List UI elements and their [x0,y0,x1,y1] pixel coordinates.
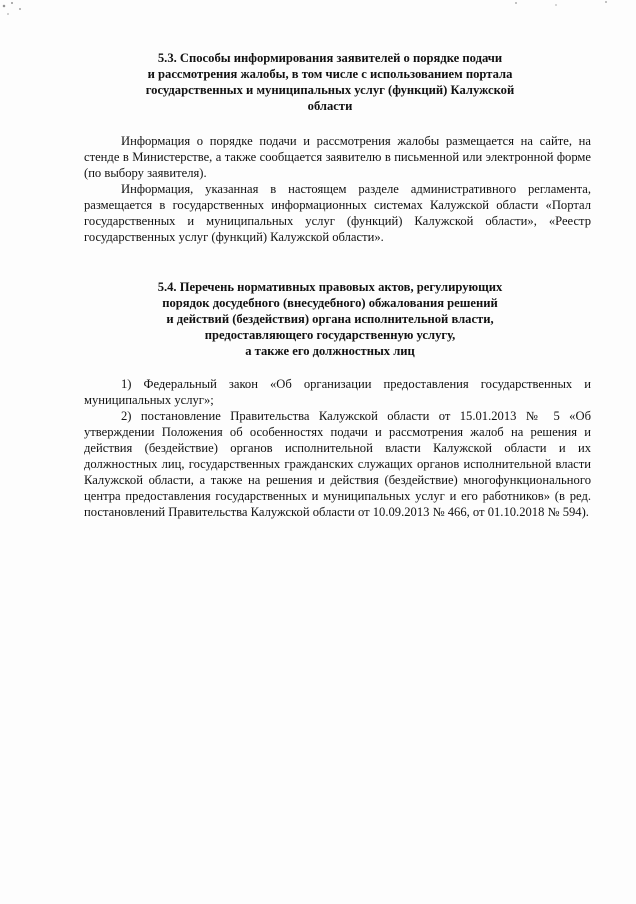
section-5-3-body [84,133,591,245]
section-5-4-body [84,376,591,520]
scan-artifact [496,0,636,10]
section-5-3-heading [60,50,600,114]
list-item: 2) постановление Правительства Калужской области от 15.01.2013 № 5 «Об утверждении Положения об особенностях подачи и рассмотрения жалоб на решения и действия (бездействие) органов исполнительной власти Калужской области и их должностных лиц, государственных гражданских служащих органов исполнительной власти Калужской области, а также на решения и действия (бездействие) многофункционального центра предоставления государственных и муниципальных услуг и его работников» (в ред. постановлений Правительства Калужской области от 10.09.2013 № 466, от 01.10.2018 № 594). [84,409,591,519]
heading-line: 5.3. Способы информирования заявителей о порядке подачи [157,51,503,65]
paragraph: Информация о порядке подачи и рассмотрения жалобы размещается на сайте, на стенде в Министерстве, а также сообщается заявителю в письменной или электронной форме (по выбору заявителя). [84,134,591,180]
heading-line: государственных и муниципальных услуг (функций) Калужской [145,83,515,97]
paragraph: Информация, указанная в настоящем разделе административного регламента, размещается в государственных информационных системах Калужской области «Портал государственных и муниципальных услуг (функций) Калужской области», «Реестр государственных услуг (функций) Калужской области». [84,182,591,244]
heading-line: порядок досудебного (внесудебного) обжалования решений [162,296,498,310]
heading-line: и действий (бездействия) органа исполнительной власти, [166,312,494,326]
heading-line: области [307,99,353,113]
heading-line: и рассмотрения жалобы, в том числе с использованием портала [147,67,513,81]
heading-line: 5.4. Перечень нормативных правовых актов, регулирующих [157,280,503,294]
scan-artifact [0,0,40,22]
heading-line: а также его должностных лиц [245,344,415,358]
list-item: 1) Федеральный закон «Об организации предоставления государственных и муниципальных услуг»; [84,377,591,407]
section-5-4-heading [60,279,600,359]
heading-line: предоставляющего государственную услугу, [204,328,456,342]
